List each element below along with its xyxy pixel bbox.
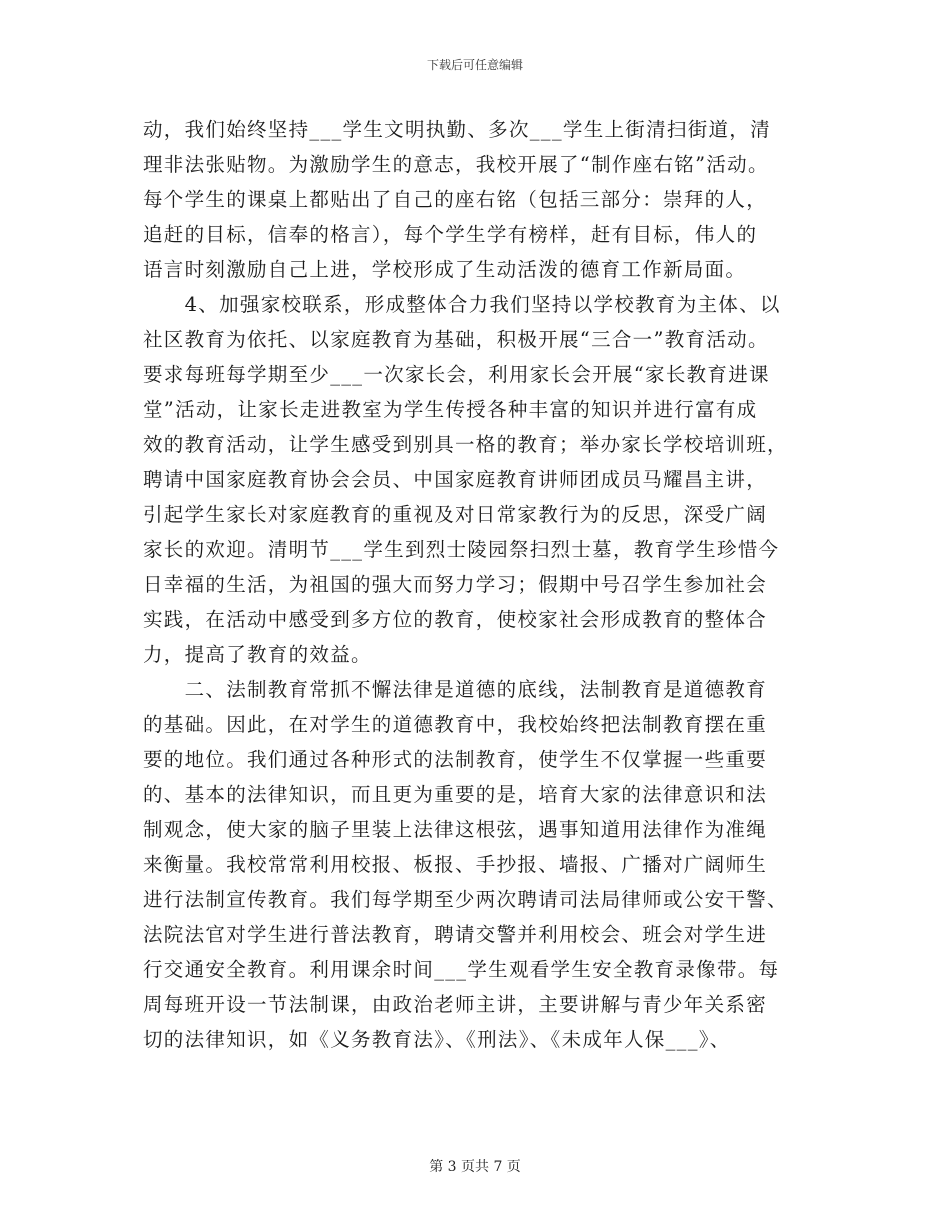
- text-line: 要的地位。我们通过各种形式的法制教育，使学生不仅掌握一些重要: [143, 748, 768, 771]
- text-line: 实践，在活动中感受到多方位的教育，使校家社会形成教育的整体合: [143, 608, 768, 631]
- text-line: 制观念，使大家的脑子里装上法律这根弦，遇事知道用法律作为准绳: [143, 818, 768, 841]
- text-line: 社区教育为依托、以家庭教育为基础，积极开展“三合一”教育活动。: [143, 328, 769, 351]
- text-line: 理非法张贴物。为激励学生的意志，我校开展了“制作座右铭”活动。: [143, 153, 769, 176]
- text-line: 来衡量。我校常常利用校报、板报、手抄报、墙报、广播对广阔师生: [143, 853, 768, 876]
- text-line: 聘请中国家庭教育协会会员、中国家庭教育讲师团成员马耀昌主讲，: [143, 468, 768, 491]
- text-line: 堂”活动，让家长走进教室为学生传授各种丰富的知识并进行富有成: [143, 398, 758, 421]
- text-line: 二、法制教育常抓不懈法律是道德的底线，法制教育是道德教育: [143, 678, 768, 701]
- text-line: 效的教育活动，让学生感受到别具一格的教育；举办家长学校培训班，: [143, 433, 788, 456]
- page-header: 下载后可任意编辑: [426, 58, 523, 72]
- text-line: 语言时刻激励自己上进，学校形成了生动活泼的德育工作新局面。: [143, 258, 747, 281]
- text-line: 的基础。因此，在对学生的道德教育中，我校始终把法制教育摆在重: [143, 713, 768, 736]
- text-line: 行交通安全教育。利用课余时间___学生观看学生安全教育录像带。每: [143, 958, 780, 981]
- document-body: [143, 112, 813, 1057]
- text-line: 的、基本的法律知识，而且更为重要的是，培育大家的法律意识和法: [143, 783, 768, 806]
- text-line: 进行法制宣传教育。我们每学期至少两次聘请司法局律师或公安干警、: [143, 888, 788, 911]
- text-line: 力，提高了教育的效益。: [143, 643, 372, 666]
- text-line: 家长的欢迎。清明节___学生到烈士陵园祭扫烈士墓，教育学生珍惜今: [143, 538, 780, 561]
- text-line: 切的法律知识，如《义务教育法》、《刑法》、《未成年人保___》、: [143, 1028, 731, 1051]
- text-line: 周每班开设一节法制课，由政治老师主讲，主要讲解与青少年关系密: [143, 993, 768, 1016]
- text-line: 每个学生的课桌上都贴出了自己的座右铭（包括三部分：崇拜的人，: [143, 188, 768, 211]
- text-line: 追赶的目标，信奉的格言），每个学生学有榜样，赶有目标，伟人的: [143, 223, 758, 246]
- text-line: 法院法官对学生进行普法教育，聘请交警并利用校会、班会对学生进: [143, 923, 768, 946]
- page-footer: 第 3 页共 7 页: [429, 1159, 521, 1175]
- text-line: 4、加强家校联系，形成整体合力我们坚持以学校教育为主体、以: [143, 293, 781, 316]
- text-line: 引起学生家长对家庭教育的重视及对日常家教行为的反思，深受广阔: [143, 503, 768, 526]
- text-line: 动，我们始终坚持___学生文明执勤、多次___学生上街清扫街道，清: [143, 118, 771, 141]
- text-line: 日幸福的生活，为祖国的强大而努力学习；假期中号召学生参加社会: [143, 573, 768, 596]
- text-line: 要求每班每学期至少___一次家长会，利用家长会开展“家长教育进课: [143, 363, 770, 386]
